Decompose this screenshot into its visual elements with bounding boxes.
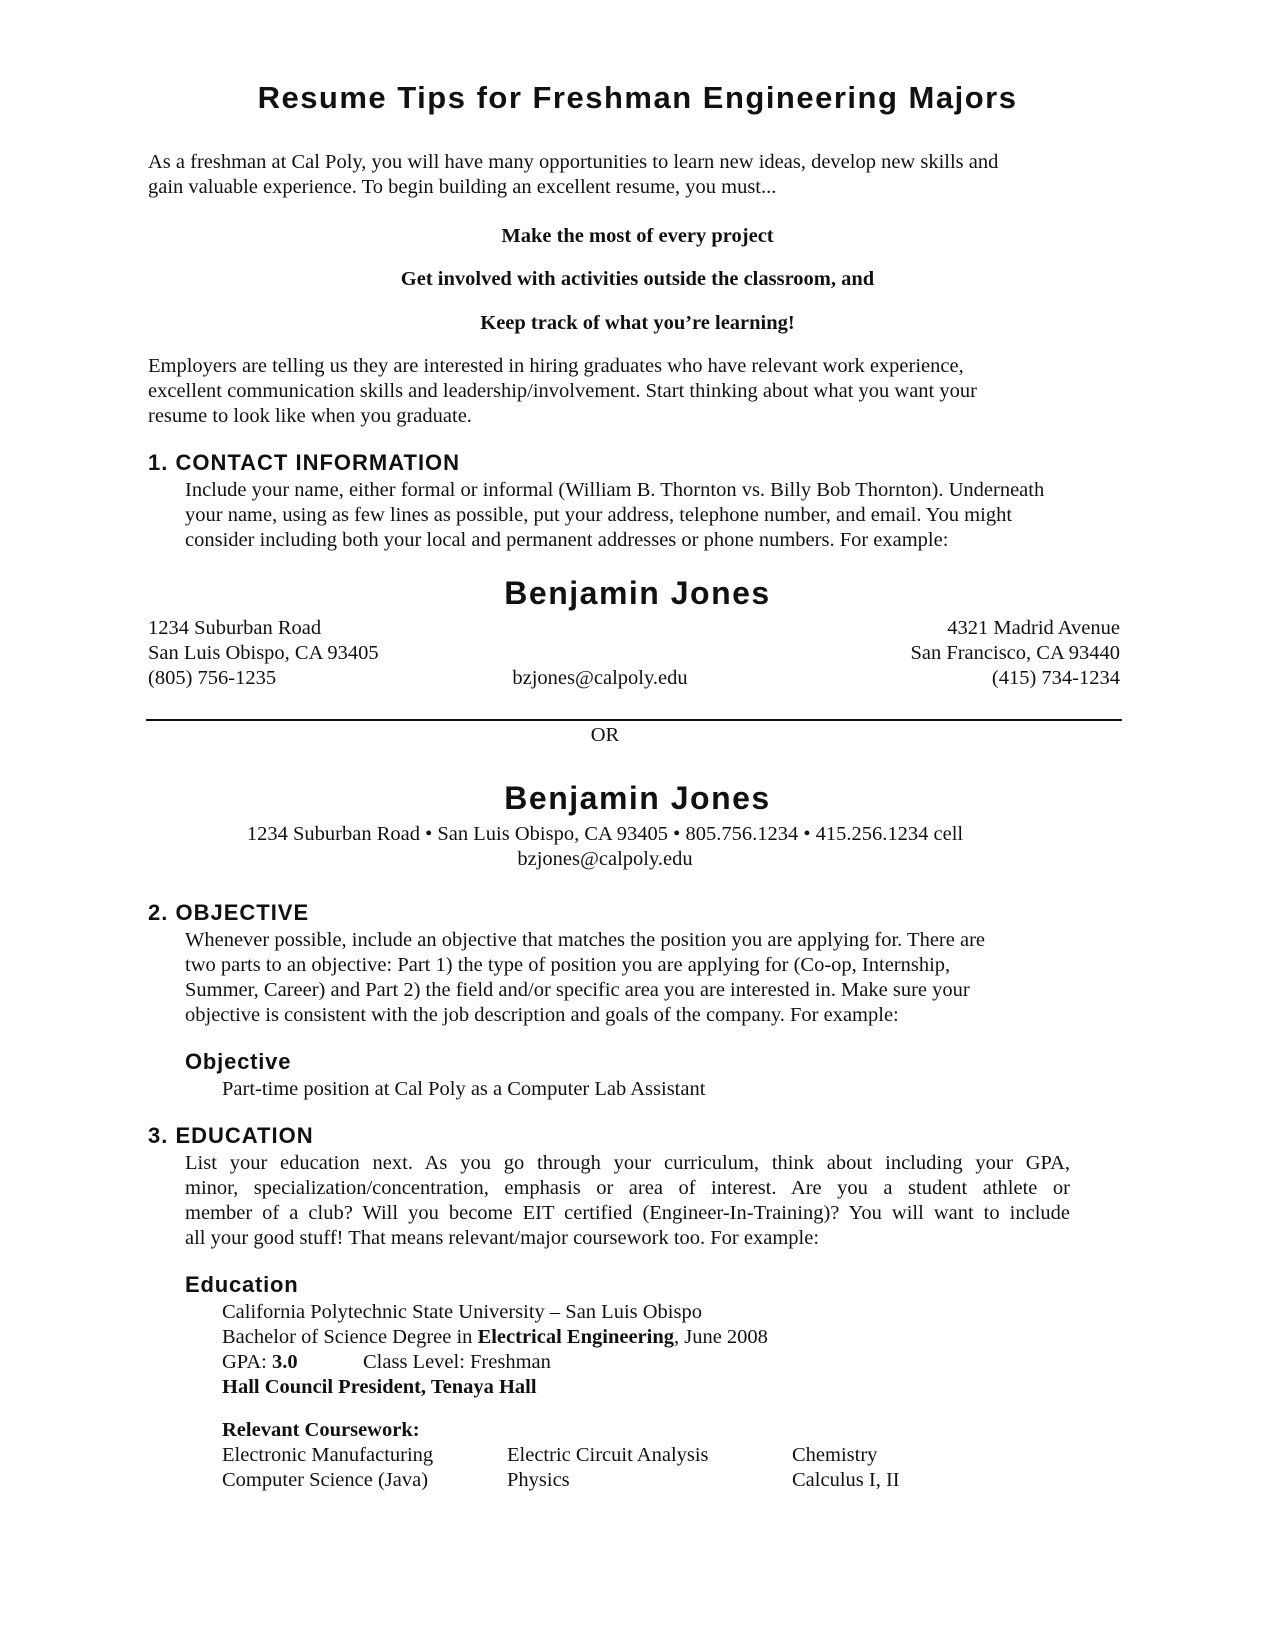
intro-line: gain valuable experience. To begin building an excellent resume, you must... (148, 176, 777, 198)
contact-paragraph (185, 478, 1145, 553)
contact-line: consider including both your local and permanent addresses or phone numbers. For example: (185, 529, 949, 551)
education-line: member of a club? Will you become EIT certified (Engineer-In-Training)? You will want to include (185, 1202, 1070, 1224)
intro-line: As a freshman at Cal Poly, you will have many opportunities to learn new ideas, develop new skills and (148, 151, 999, 173)
objective-line: objective is consistent with the job description and goals of the company. For example: (185, 1004, 899, 1026)
contact-line-alt: 1234 Suburban Road • San Luis Obispo, CA 93405 • 805.756.1234 • 415.256.1234 cell (246, 823, 964, 845)
degree-suffix: , June 2008 (673, 1326, 768, 1348)
perm-phone: (415) 734-1234 (991, 667, 1120, 689)
must-item: Make the most of every project (501, 225, 774, 247)
objective-paragraph (185, 928, 1145, 1028)
objective-line: two parts to an objective: Part 1) the type of position you are applying for (Co-op, Internship, (185, 954, 951, 976)
education-paragraph (185, 1151, 1070, 1251)
employers-line: resume to look like when you graduate. (148, 405, 472, 427)
gpa-value: 3.0 (271, 1351, 298, 1373)
coursework-item: Calculus I, II (792, 1469, 900, 1491)
education-line: all your good stuff! That means relevant/major coursework too. For example: (185, 1227, 820, 1249)
objective-line: Whenever possible, include an objective that matches the position you are applying for. There are (185, 929, 985, 951)
degree-line (222, 1325, 768, 1350)
divider-rule (146, 719, 1122, 721)
objective-example-text: Part-time position at Cal Poly as a Computer Lab Assistant (222, 1078, 706, 1100)
education-line: List your education next. As you go through your curriculum, think about including your GPA, (185, 1152, 1070, 1174)
email-alt: bzjones@calpoly.edu (517, 848, 693, 870)
example-email: bzjones@calpoly.edu (512, 667, 688, 689)
coursework-item: Chemistry (792, 1444, 878, 1466)
employers-line: Employers are telling us they are interested in hiring graduates who have relevant work experience, (148, 355, 964, 377)
coursework-item: Electronic Manufacturing (222, 1444, 434, 1466)
objective-example-heading: Objective (185, 1049, 292, 1074)
local-phone: (805) 756-1235 (148, 667, 277, 689)
employers-line: excellent communication skills and leadership/involvement. Start thinking about what you want your (148, 380, 977, 402)
gpa-line (222, 1350, 768, 1375)
must-item: Get involved with activities outside the classroom, and (400, 268, 875, 290)
must-item: Keep track of what you’re learning! (480, 312, 795, 334)
section-heading-objective: 2. OBJECTIVE (148, 900, 310, 925)
degree-prefix: Bachelor of Science Degree in (222, 1326, 478, 1348)
local-city: San Luis Obispo, CA 93405 (148, 642, 379, 664)
page-title: Resume Tips for Freshman Engineering Majors (257, 80, 1018, 115)
example-name-alt: Benjamin Jones (504, 780, 771, 816)
example-name: Benjamin Jones (504, 575, 771, 611)
section-heading-education: 3. EDUCATION (148, 1123, 314, 1148)
contact-line: Include your name, either formal or informal (William B. Thornton vs. Billy Bob Thornton). Underneath (185, 479, 1045, 501)
education-line: minor, specialization/concentration, emphasis or area of interest. Are you a student athlete or (185, 1177, 1070, 1199)
honor: Hall Council President, Tenaya Hall (222, 1376, 537, 1398)
perm-street: 4321 Madrid Avenue (947, 617, 1120, 639)
coursework-heading: Relevant Coursework: (222, 1419, 420, 1441)
coursework-item: Electric Circuit Analysis (507, 1444, 709, 1466)
intro-paragraph (148, 150, 1148, 200)
local-street: 1234 Suburban Road (148, 617, 322, 639)
or-label: OR (590, 724, 620, 746)
coursework-table (222, 1443, 1122, 1495)
coursework-item: Physics (507, 1469, 570, 1491)
perm-city: San Francisco, CA 93440 (910, 642, 1120, 664)
class-level: Class Level: Freshman (363, 1351, 551, 1373)
section-heading-contact: 1. CONTACT INFORMATION (148, 450, 461, 475)
permanent-address (800, 616, 1120, 691)
objective-line: Summer, Career) and Part 2) the field and/or specific area you are interested in. Make sure your (185, 979, 970, 1001)
gpa-label: GPA: (222, 1351, 272, 1373)
degree-major: Electrical Engineering (477, 1326, 674, 1348)
university: California Polytechnic State University – San Luis Obispo (222, 1301, 702, 1323)
coursework-item: Computer Science (Java) (222, 1469, 429, 1491)
education-example-block (222, 1300, 768, 1400)
contact-line: your name, using as few lines as possible, put your address, telephone number, and email. You might (185, 504, 1013, 526)
education-example-heading: Education (185, 1272, 299, 1297)
employers-paragraph (148, 354, 1148, 429)
